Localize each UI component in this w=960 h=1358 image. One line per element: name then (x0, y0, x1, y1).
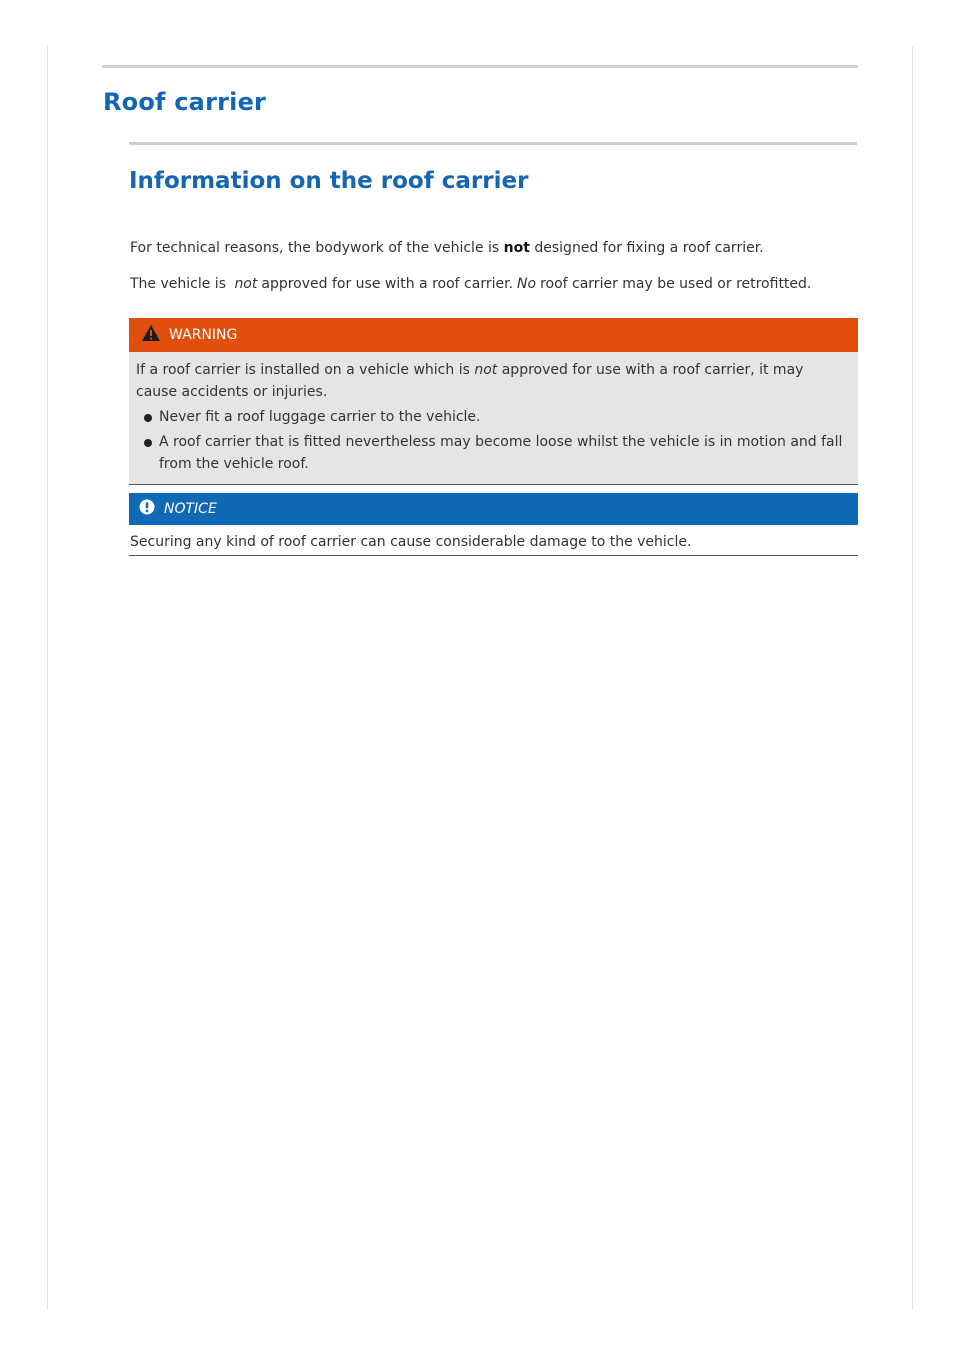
para2-italic-no: No (517, 276, 537, 292)
para2-text-middle: approved for use with a roof carrier. (261, 276, 514, 292)
warning-label: WARNING (169, 327, 238, 343)
warning-bullet-text: A roof carrier that is fitted nevertheless may become loose whilst the vehicle is in motion and fall from the vehicle roof. (159, 434, 843, 472)
warning-intro (136, 359, 846, 403)
notice-label: NOTICE (164, 501, 217, 517)
section-title: Information on the roof carrier (129, 168, 529, 194)
chapter-title: Roof carrier (103, 88, 267, 116)
warning-bullet-item (136, 431, 846, 475)
warning-body (129, 352, 858, 485)
section-divider (129, 142, 857, 145)
right-margin-line (912, 46, 913, 1310)
para2-italic-not: not (234, 276, 258, 292)
para2-text-after: roof carrier may be used or retrofitted. (540, 276, 812, 292)
notice-box (129, 493, 858, 556)
chapter-divider (102, 65, 858, 68)
notice-text: Securing any kind of roof carrier can cause considerable damage to the vehicle. (129, 525, 858, 556)
para2-text-before: The vehicle is (130, 276, 231, 292)
bullet-dot-icon (144, 414, 152, 422)
para1-bold-not: not (503, 240, 530, 256)
warning-bullet-item (136, 406, 846, 428)
warning-intro-italic: not (474, 362, 498, 378)
warning-intro-before: If a roof carrier is installed on a vehicle which is (136, 362, 475, 378)
notice-header (129, 493, 858, 525)
para1-text-after: designed for fixing a roof carrier. (529, 240, 764, 256)
warning-intro-after: approved for use with a roof carrier, it may cause accidents or injuries. (136, 362, 804, 400)
bullet-dot-icon (144, 439, 152, 447)
paragraph-technical-reasons (130, 240, 764, 256)
warning-header (129, 318, 858, 352)
left-margin-line (47, 46, 48, 1310)
paragraph-not-approved (130, 276, 811, 292)
para1-text-before: For technical reasons, the bodywork of the vehicle is (130, 240, 504, 256)
exclamation-circle-icon (139, 499, 164, 519)
warning-box (129, 318, 858, 485)
warning-bullet-text: Never fit a roof luggage carrier to the vehicle. (159, 409, 481, 425)
warning-triangle-icon (141, 324, 169, 346)
